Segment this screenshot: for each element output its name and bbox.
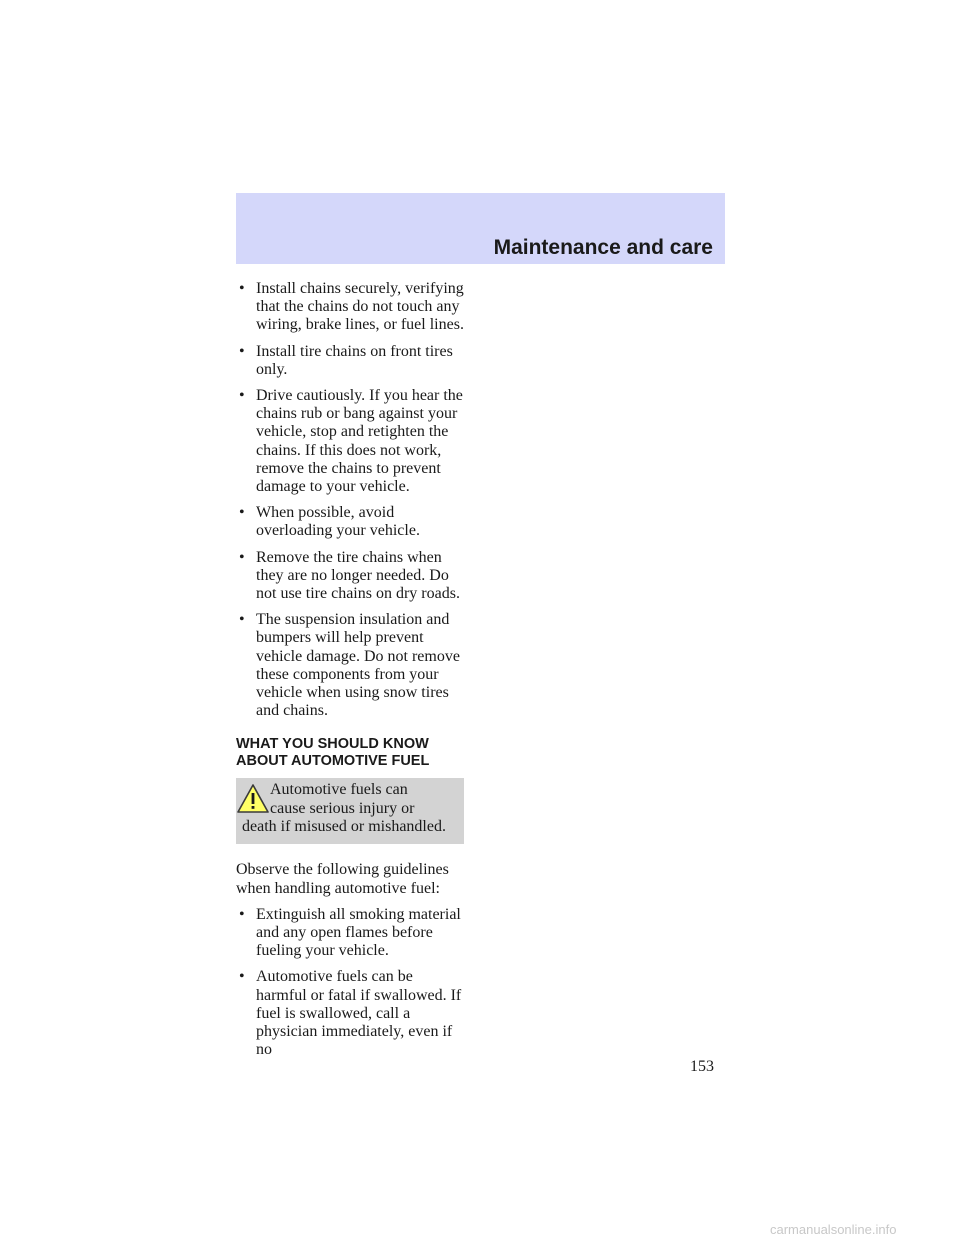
list-item-text: Remove the tire chains when they are no longer needed. Do not use tire chains on dry roads. xyxy=(256,548,460,603)
bullet-icon: • xyxy=(239,342,245,360)
list-item-text: Drive cautiously. If you hear the chains rub or bang against your vehicle, stop and retighten the chains. If this does not work, remove the chains to prevent damage to your vehicle. xyxy=(256,387,463,496)
list-item-text: Automotive fuels can be harmful or fatal if swallowed. If fuel is swallowed, call a physician immediately, even if no xyxy=(256,968,462,1059)
list-item-text: When possible, avoid overloading your vehicle. xyxy=(256,504,420,540)
bullet-list-top xyxy=(236,280,464,720)
bullet-icon: • xyxy=(239,280,245,297)
list-item-text: Extinguish all smoking material and any open flames before fueling your vehicle. xyxy=(256,905,461,960)
page-number: 153 xyxy=(690,1058,714,1075)
bullet-icon: • xyxy=(239,387,245,405)
list-item xyxy=(236,611,464,720)
bullet-icon: • xyxy=(239,611,245,629)
list-item xyxy=(236,504,464,540)
section-title: Maintenance and care xyxy=(493,236,713,259)
list-item xyxy=(236,906,464,961)
section-heading-line-2: ABOUT AUTOMOTIVE FUEL xyxy=(236,752,430,769)
section-heading xyxy=(236,736,464,769)
intro-paragraph: Observe the following guidelines when handling automotive fuel: xyxy=(236,861,449,897)
bullet-icon: • xyxy=(239,905,245,923)
bullet-list-bottom xyxy=(236,906,464,1060)
list-item-text: Install tire chains on front tires only. xyxy=(256,342,453,378)
warning-text-line-2: cause serious injury or xyxy=(270,799,415,817)
bullet-icon: • xyxy=(239,504,245,522)
list-item-text: The suspension insulation and bumpers will help prevent vehicle damage. Do not remove these components from your vehicle when using snow tires and chains. xyxy=(256,611,460,720)
warning-triangle-icon xyxy=(236,782,270,814)
list-item xyxy=(236,280,464,335)
list-item xyxy=(236,549,464,604)
header-band xyxy=(236,193,725,264)
warning-text-line-1: Automotive fuels can xyxy=(270,781,408,799)
section-heading-line-1: WHAT YOU SHOULD KNOW xyxy=(236,736,429,753)
warning-text-line-3: death if misused or mishandled. xyxy=(242,817,446,835)
list-item xyxy=(236,387,464,496)
watermark: carmanualsonline.info xyxy=(770,1222,897,1237)
list-item-text: Install chains securely, verifying that the chains do not touch any wiring, brake lines, or fuel lines. xyxy=(256,280,464,334)
page-content xyxy=(236,280,464,1068)
list-item xyxy=(236,968,464,1059)
bullet-icon: • xyxy=(239,548,245,566)
bullet-icon: • xyxy=(239,968,245,986)
warning-box xyxy=(236,778,464,844)
list-item xyxy=(236,343,464,379)
